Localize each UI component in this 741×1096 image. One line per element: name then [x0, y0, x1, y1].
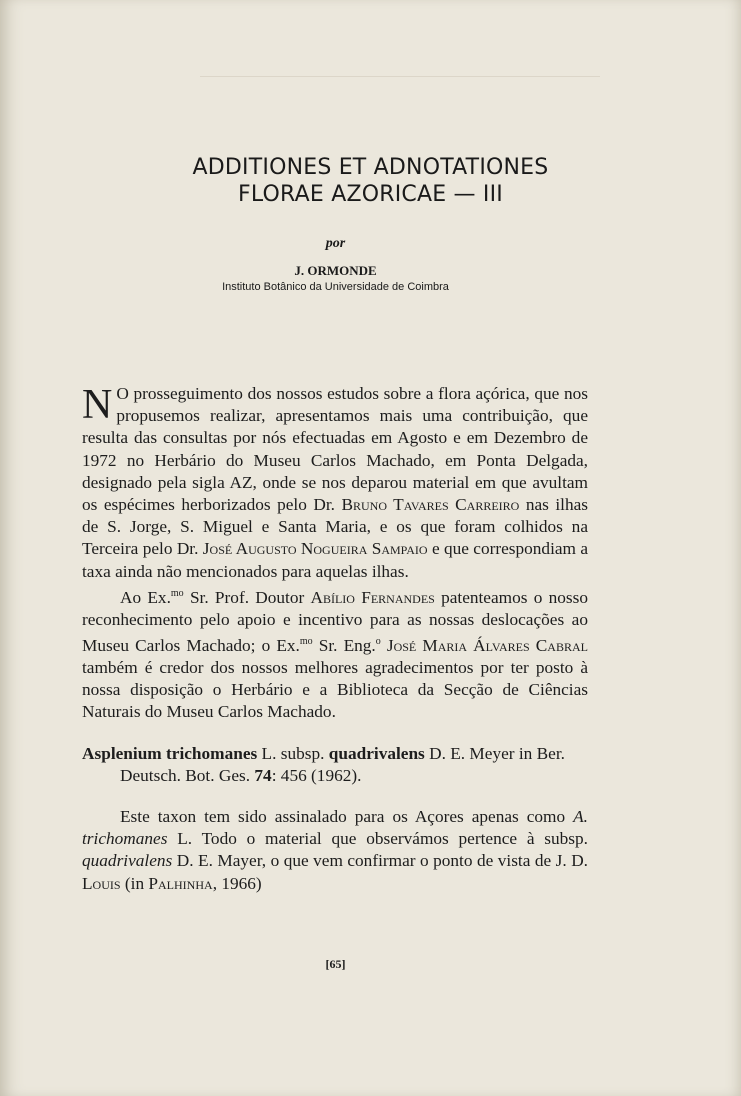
text-run: D. E. Mayer, o que vem confirmar o ponto de vista de J. D.	[172, 851, 588, 871]
person-name: Abílio Fernandes	[310, 587, 435, 607]
person-name: Palhinha	[148, 873, 213, 893]
text-run: patenteamos o nosso reconhecimento pelo apoio e incentivo para as nossas deslocações ao Museu Carlos Machado; o Ex.	[82, 587, 588, 655]
bleed-through	[200, 76, 600, 87]
text-run: (in	[120, 873, 149, 893]
text-run: também é credor dos nossos melhores agradecimentos por ter posto à nossa disposição o Herbário e a Biblioteca da Secção de Ciências Naturais do Museu Carlos Machado.	[82, 657, 588, 722]
paragraph-acknowledgements	[82, 583, 588, 724]
text-run: , 1966)	[212, 873, 262, 893]
subspecies-name: quadrivalens	[328, 743, 425, 763]
taxon-name: A. trichomanes	[82, 806, 588, 849]
article-body	[82, 383, 588, 895]
taxon-name: quadrivalens	[82, 851, 173, 871]
person-name: Louis	[82, 873, 121, 893]
text-run: e que correspondiam a taxa ainda não mencionados para aquelas ilhas.	[82, 539, 589, 581]
text-run: : 456 (1962).	[271, 765, 362, 785]
page-number: [65]	[325, 957, 346, 971]
article-title	[0, 154, 741, 208]
text-run: O prosseguimento dos nossos estudos sobre a flora açórica, que nos propusemos realizar, apresentamos mais uma contribuição, que resulta das consultas por nós efectuadas em Agosto e em Dezembro de 1972 no Herbário do Museu Carlos Machado, em Ponta Delgada, designado pela sigla AZ, onde se nos deparou material em que avultam os espécimes herborizados pelo Dr.	[82, 384, 588, 515]
text-run: Este taxon tem sido assinalado para os Açores apenas como	[120, 806, 574, 826]
text-run: L. subsp.	[257, 743, 329, 763]
paragraph-taxon	[82, 806, 588, 895]
text-run: Ao Ex.	[120, 587, 171, 607]
title-line-1: ADDITIONES ET ADNOTATIONES	[192, 155, 549, 180]
superscript: mo	[170, 587, 184, 599]
person-name: Bruno Tavares Carreiro	[341, 495, 520, 515]
superscript: o	[375, 636, 381, 647]
author-institution: Instituto Botânico da Universidade de Coimbra	[222, 281, 449, 293]
person-name: José Maria Álvares Cabral	[386, 635, 588, 655]
volume-number: 74	[254, 765, 272, 785]
byline-por: por	[325, 236, 346, 251]
drop-cap: N	[82, 382, 113, 428]
paragraph-intro	[82, 383, 588, 583]
superscript: mo	[299, 636, 313, 647]
person-name: José Augusto Nogueira Sampaio	[202, 539, 428, 559]
text-run: Sr. Eng.	[312, 635, 376, 655]
species-heading	[82, 743, 588, 787]
text-run: Sr. Prof. Doutor	[183, 587, 311, 607]
text-run: D. E. Meyer in Ber. Deutsch. Bot. Ges.	[120, 743, 565, 785]
title-line-2: FLORAE AZORICAE — III	[238, 182, 503, 207]
text-run: L. Todo o material que observámos pertence à subsp.	[167, 829, 588, 849]
text-run: nas ilhas de S. Jorge, S. Miguel e Santa Maria, e os que foram colhidos na Terceira pelo Dr.	[82, 495, 588, 559]
author-name: J. ORMONDE	[294, 263, 377, 278]
species-name: Asplenium trichomanes	[82, 743, 258, 763]
